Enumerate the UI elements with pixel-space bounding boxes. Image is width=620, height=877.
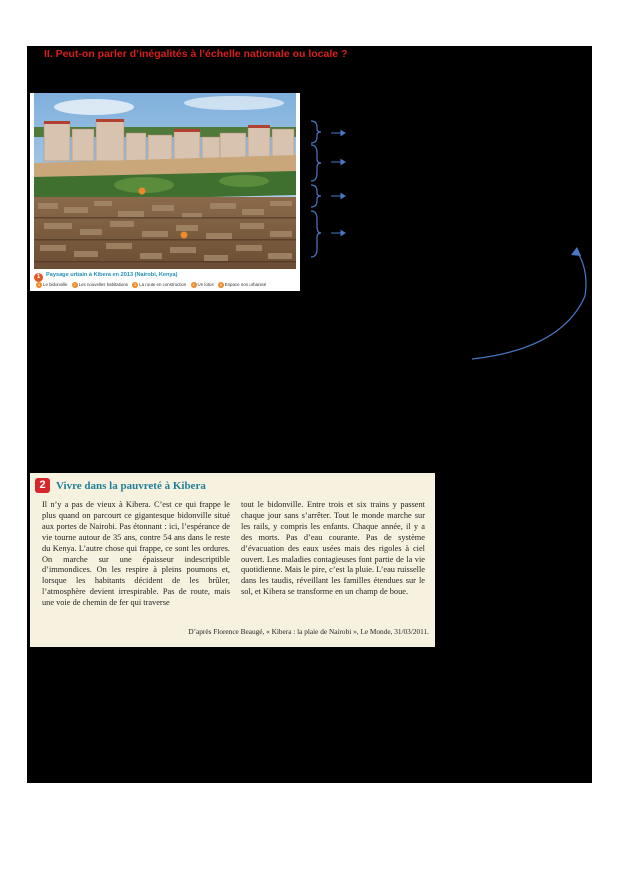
curved-arrow bbox=[467, 241, 592, 366]
legend-item bbox=[36, 282, 67, 287]
legend-item bbox=[132, 282, 186, 287]
legend-label: La route en construction bbox=[139, 282, 187, 288]
legend-number: 4 bbox=[192, 282, 195, 287]
brace-4 bbox=[311, 211, 321, 257]
legend-number: 2 bbox=[73, 282, 76, 287]
section-heading: II. Peut-on parler d’inégalités à l’échelle nationale ou locale ? bbox=[44, 48, 348, 60]
document-1-caption bbox=[34, 271, 296, 290]
document-1-figure bbox=[30, 93, 300, 291]
legend-label: Les nouvelles habitations bbox=[78, 282, 128, 288]
brace-2 bbox=[311, 145, 321, 181]
legend-label: Le bidonville bbox=[43, 282, 68, 288]
brace-1 bbox=[311, 121, 321, 143]
document-1-number: 1 bbox=[34, 273, 43, 282]
legend-number: 3 bbox=[134, 282, 137, 287]
document-2-number: 2 bbox=[35, 478, 50, 493]
legend-item bbox=[72, 282, 128, 287]
legend-item bbox=[191, 282, 214, 287]
document-2-column-right: tout le bidonville. Entre trois et six trains y passent chaque jour sans s’arrêter. Tout le monde marche sur les rails, y compris les enfants. Chaque année, il y a des morts. Pas d’eau courante. Pas de système d’évacuation des eaux usées mais des rigoles à ciel ouvert. Les maladies contagieuses font partie de la vie quotidienne. Mais le pire, c’est la pluie. L’eau ruisselle dans les taudis, réveillant les familles étendues sur le sol, et Kibera se transforme en un champ de boue. bbox=[241, 500, 425, 597]
document-1-title: Paysage urbain à Kibera en 2013 (Nairobi, Kenya) bbox=[46, 272, 178, 278]
document-1-legend bbox=[36, 282, 269, 288]
worksheet-black-area bbox=[27, 46, 592, 783]
legend-number: 5 bbox=[219, 282, 222, 287]
legend-item bbox=[218, 282, 266, 287]
annotation-braces bbox=[307, 119, 357, 274]
document-2-title: Vivre dans la pauvreté à Kibera bbox=[56, 480, 206, 492]
legend-label: Un lotus bbox=[197, 282, 214, 288]
document-2 bbox=[30, 473, 435, 647]
legend-label: Espace non urbanisé bbox=[224, 282, 267, 288]
document-2-source: D’après Florence Beaugé, « Kibera : la plaie de Nairobi », Le Monde, 31/03/2011. bbox=[188, 627, 429, 636]
kibera-landscape-photo bbox=[34, 93, 296, 269]
document-2-column-left: Il n’y a pas de vieux à Kibera. C’est ce qui frappe le plus quand on parcourt ce gigantesque bidonville situé aux portes de Nairobi. Pas étonnant : ici, l’espérance de vie tourne autour de 35 ans, contre 54 ans dans le reste du Kenya. L’autre chose qui frappe, ce sont les ordures. On marche sur une épaisseur indescriptible d’immondices. On les respire à pleins poumons et, lorsque les habitants décident de les brûler, l’atmosphère devient irrespirable. Pas de route, mais une voie de chemin de fer qui traverse bbox=[42, 500, 230, 608]
legend-number: 1 bbox=[37, 282, 41, 287]
brace-3 bbox=[311, 185, 321, 207]
